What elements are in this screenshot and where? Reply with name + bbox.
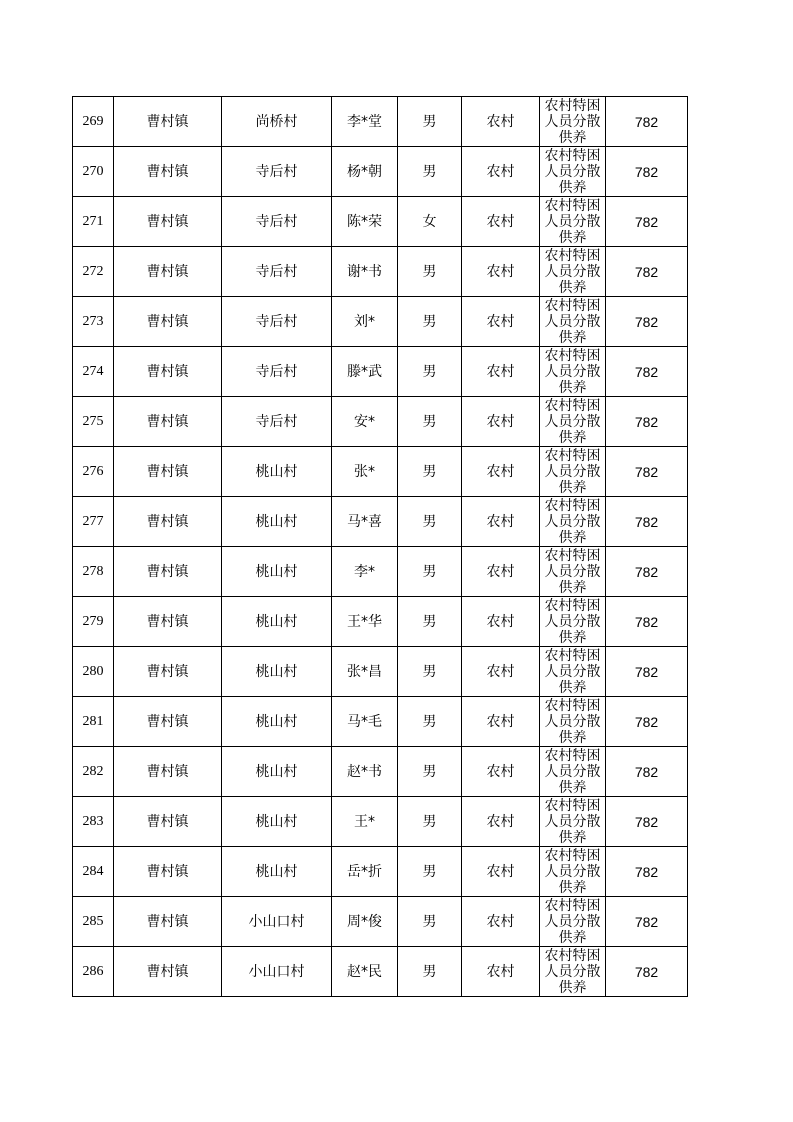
person-name-cell: 滕*武: [332, 347, 398, 397]
table-row: [73, 297, 688, 347]
row-number-cell: 272: [73, 247, 114, 297]
village-cell: 桃山村: [222, 647, 332, 697]
amount-cell: 782: [606, 647, 688, 697]
support-category-cell: [540, 347, 606, 397]
village-cell: 寺后村: [222, 197, 332, 247]
support-category-text: 农村特困人员分散供养: [544, 98, 601, 145]
residence-type-cell: 农村: [462, 147, 540, 197]
support-category-text: 农村特困人员分散供养: [544, 898, 601, 945]
person-name-cell: 赵*书: [332, 747, 398, 797]
amount-cell: 782: [606, 897, 688, 947]
village-cell: 桃山村: [222, 697, 332, 747]
row-number-cell: 275: [73, 397, 114, 447]
person-name-cell: 周*俊: [332, 897, 398, 947]
town-cell: 曹村镇: [114, 847, 222, 897]
village-cell: 桃山村: [222, 547, 332, 597]
support-category-text: 农村特困人员分散供养: [544, 848, 601, 895]
support-category-text: 农村特困人员分散供养: [544, 148, 601, 195]
table-row: [73, 597, 688, 647]
support-category-text: 农村特困人员分散供养: [544, 498, 601, 545]
person-name-cell: 杨*朝: [332, 147, 398, 197]
village-cell: 桃山村: [222, 497, 332, 547]
table-row: [73, 497, 688, 547]
support-category-text: 农村特困人员分散供养: [544, 598, 601, 645]
town-cell: 曹村镇: [114, 247, 222, 297]
gender-cell: 男: [398, 247, 462, 297]
town-cell: 曹村镇: [114, 347, 222, 397]
row-number-cell: 269: [73, 97, 114, 147]
gender-cell: 男: [398, 747, 462, 797]
amount-cell: 782: [606, 497, 688, 547]
gender-cell: 男: [398, 897, 462, 947]
row-number-cell: 278: [73, 547, 114, 597]
gender-cell: 男: [398, 697, 462, 747]
table-row: [73, 447, 688, 497]
row-number-cell: 281: [73, 697, 114, 747]
row-number-cell: 271: [73, 197, 114, 247]
table-row: [73, 897, 688, 947]
table-row: [73, 747, 688, 797]
gender-cell: 男: [398, 147, 462, 197]
person-name-cell: 马*毛: [332, 697, 398, 747]
residence-type-cell: 农村: [462, 347, 540, 397]
town-cell: 曹村镇: [114, 547, 222, 597]
person-name-cell: 张*昌: [332, 647, 398, 697]
row-number-cell: 273: [73, 297, 114, 347]
table-row: [73, 547, 688, 597]
support-category-cell: [540, 297, 606, 347]
residence-type-cell: 农村: [462, 947, 540, 997]
residence-type-cell: 农村: [462, 247, 540, 297]
support-category-cell: [540, 197, 606, 247]
village-cell: 寺后村: [222, 297, 332, 347]
amount-cell: 782: [606, 197, 688, 247]
residence-type-cell: 农村: [462, 297, 540, 347]
table-row: [73, 147, 688, 197]
relief-roster-table: [72, 96, 688, 997]
table-row: [73, 797, 688, 847]
support-category-text: 农村特困人员分散供养: [544, 548, 601, 595]
residence-type-cell: 农村: [462, 447, 540, 497]
amount-cell: 782: [606, 97, 688, 147]
gender-cell: 男: [398, 347, 462, 397]
support-category-text: 农村特困人员分散供养: [544, 348, 601, 395]
village-cell: 桃山村: [222, 797, 332, 847]
residence-type-cell: 农村: [462, 197, 540, 247]
support-category-cell: [540, 147, 606, 197]
residence-type-cell: 农村: [462, 597, 540, 647]
town-cell: 曹村镇: [114, 647, 222, 697]
table-row: [73, 647, 688, 697]
table-row: [73, 247, 688, 297]
town-cell: 曹村镇: [114, 397, 222, 447]
amount-cell: 782: [606, 947, 688, 997]
town-cell: 曹村镇: [114, 197, 222, 247]
support-category-text: 农村特困人员分散供养: [544, 198, 601, 245]
person-name-cell: 李*堂: [332, 97, 398, 147]
town-cell: 曹村镇: [114, 697, 222, 747]
support-category-cell: [540, 797, 606, 847]
support-category-cell: [540, 397, 606, 447]
town-cell: 曹村镇: [114, 297, 222, 347]
row-number-cell: 270: [73, 147, 114, 197]
amount-cell: 782: [606, 597, 688, 647]
residence-type-cell: 农村: [462, 697, 540, 747]
support-category-text: 农村特困人员分散供养: [544, 948, 601, 995]
row-number-cell: 274: [73, 347, 114, 397]
support-category-cell: [540, 947, 606, 997]
table-row: [73, 947, 688, 997]
support-category-cell: [540, 547, 606, 597]
gender-cell: 男: [398, 797, 462, 847]
support-category-cell: [540, 747, 606, 797]
village-cell: 尚桥村: [222, 97, 332, 147]
town-cell: 曹村镇: [114, 97, 222, 147]
gender-cell: 男: [398, 97, 462, 147]
village-cell: 寺后村: [222, 247, 332, 297]
person-name-cell: 刘*: [332, 297, 398, 347]
village-cell: 小山口村: [222, 897, 332, 947]
village-cell: 寺后村: [222, 347, 332, 397]
support-category-cell: [540, 697, 606, 747]
person-name-cell: 李*: [332, 547, 398, 597]
gender-cell: 女: [398, 197, 462, 247]
row-number-cell: 286: [73, 947, 114, 997]
support-category-cell: [540, 447, 606, 497]
table-row: [73, 397, 688, 447]
residence-type-cell: 农村: [462, 497, 540, 547]
support-category-cell: [540, 497, 606, 547]
village-cell: 桃山村: [222, 747, 332, 797]
person-name-cell: 赵*民: [332, 947, 398, 997]
residence-type-cell: 农村: [462, 847, 540, 897]
person-name-cell: 马*喜: [332, 497, 398, 547]
village-cell: 桃山村: [222, 597, 332, 647]
gender-cell: 男: [398, 947, 462, 997]
village-cell: 桃山村: [222, 447, 332, 497]
table-row: [73, 197, 688, 247]
amount-cell: 782: [606, 747, 688, 797]
residence-type-cell: 农村: [462, 647, 540, 697]
gender-cell: 男: [398, 847, 462, 897]
row-number-cell: 283: [73, 797, 114, 847]
person-name-cell: 张*: [332, 447, 398, 497]
support-category-text: 农村特困人员分散供养: [544, 248, 601, 295]
amount-cell: 782: [606, 847, 688, 897]
row-number-cell: 279: [73, 597, 114, 647]
amount-cell: 782: [606, 247, 688, 297]
amount-cell: 782: [606, 147, 688, 197]
gender-cell: 男: [398, 647, 462, 697]
town-cell: 曹村镇: [114, 597, 222, 647]
residence-type-cell: 农村: [462, 797, 540, 847]
amount-cell: 782: [606, 397, 688, 447]
village-cell: 小山口村: [222, 947, 332, 997]
row-number-cell: 276: [73, 447, 114, 497]
row-number-cell: 277: [73, 497, 114, 547]
table-body: [73, 97, 688, 997]
person-name-cell: 王*: [332, 797, 398, 847]
table-row: [73, 347, 688, 397]
support-category-text: 农村特困人员分散供养: [544, 648, 601, 695]
amount-cell: 782: [606, 347, 688, 397]
gender-cell: 男: [398, 297, 462, 347]
support-category-cell: [540, 647, 606, 697]
person-name-cell: 谢*书: [332, 247, 398, 297]
gender-cell: 男: [398, 397, 462, 447]
residence-type-cell: 农村: [462, 897, 540, 947]
person-name-cell: 安*: [332, 397, 398, 447]
residence-type-cell: 农村: [462, 747, 540, 797]
support-category-text: 农村特困人员分散供养: [544, 698, 601, 745]
row-number-cell: 280: [73, 647, 114, 697]
town-cell: 曹村镇: [114, 147, 222, 197]
support-category-text: 农村特困人员分散供养: [544, 398, 601, 445]
town-cell: 曹村镇: [114, 897, 222, 947]
support-category-cell: [540, 247, 606, 297]
person-name-cell: 王*华: [332, 597, 398, 647]
town-cell: 曹村镇: [114, 497, 222, 547]
support-category-text: 农村特困人员分散供养: [544, 748, 601, 795]
row-number-cell: 285: [73, 897, 114, 947]
gender-cell: 男: [398, 597, 462, 647]
village-cell: 寺后村: [222, 397, 332, 447]
amount-cell: 782: [606, 547, 688, 597]
table-row: [73, 97, 688, 147]
town-cell: 曹村镇: [114, 947, 222, 997]
support-category-cell: [540, 597, 606, 647]
support-category-text: 农村特困人员分散供养: [544, 298, 601, 345]
support-category-cell: [540, 897, 606, 947]
row-number-cell: 282: [73, 747, 114, 797]
gender-cell: 男: [398, 497, 462, 547]
town-cell: 曹村镇: [114, 447, 222, 497]
town-cell: 曹村镇: [114, 797, 222, 847]
amount-cell: 782: [606, 697, 688, 747]
amount-cell: 782: [606, 297, 688, 347]
gender-cell: 男: [398, 447, 462, 497]
table-row: [73, 847, 688, 897]
residence-type-cell: 农村: [462, 547, 540, 597]
person-name-cell: 岳*折: [332, 847, 398, 897]
support-category-cell: [540, 847, 606, 897]
support-category-text: 农村特困人员分散供养: [544, 798, 601, 845]
residence-type-cell: 农村: [462, 397, 540, 447]
person-name-cell: 陈*荣: [332, 197, 398, 247]
village-cell: 桃山村: [222, 847, 332, 897]
row-number-cell: 284: [73, 847, 114, 897]
village-cell: 寺后村: [222, 147, 332, 197]
town-cell: 曹村镇: [114, 747, 222, 797]
amount-cell: 782: [606, 447, 688, 497]
amount-cell: 782: [606, 797, 688, 847]
table-row: [73, 697, 688, 747]
gender-cell: 男: [398, 547, 462, 597]
support-category-text: 农村特困人员分散供养: [544, 448, 601, 495]
support-category-cell: [540, 97, 606, 147]
residence-type-cell: 农村: [462, 97, 540, 147]
